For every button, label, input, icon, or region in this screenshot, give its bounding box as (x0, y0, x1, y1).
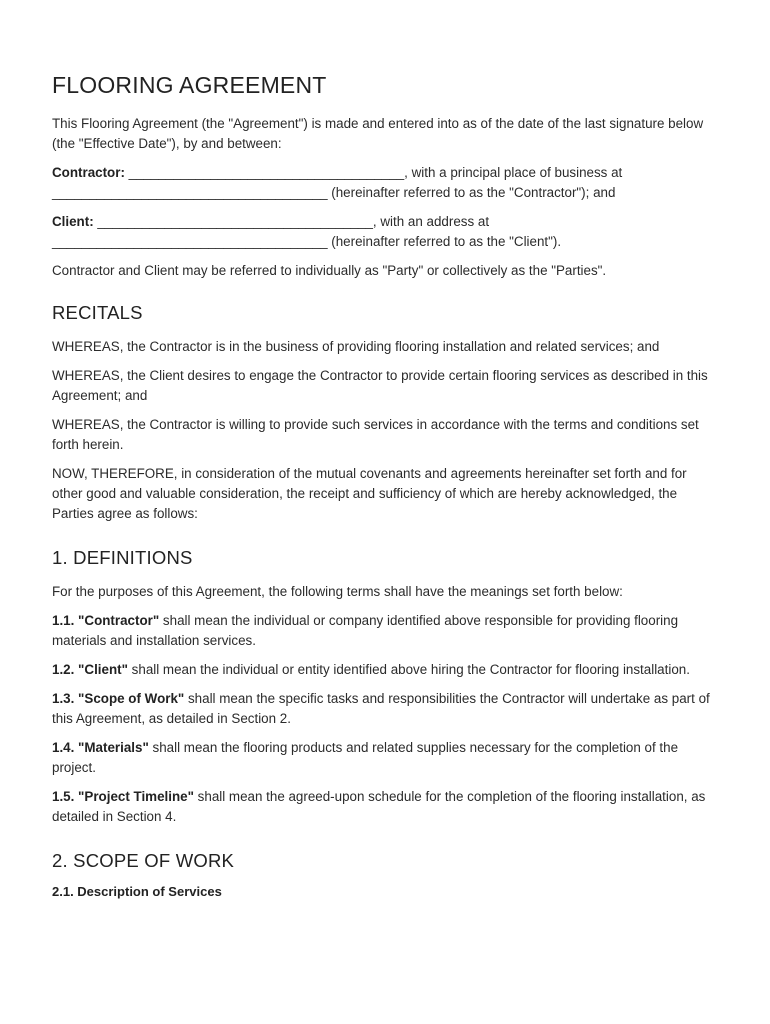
contractor-paragraph (52, 163, 720, 203)
definition-item (52, 738, 720, 778)
definition-item (52, 611, 720, 651)
definition-item (52, 660, 720, 680)
definition-term: 1.4. "Materials" (52, 740, 149, 755)
recital-item: WHEREAS, the Client desires to engage the Contractor to provide certain flooring services as described in this Agreement; and (52, 368, 708, 403)
client-label: Client: (52, 214, 94, 229)
recitals-heading: RECITALS (52, 302, 143, 323)
recital-item: WHEREAS, the Contractor is willing to provide such services in accordance with the terms and conditions set forth herein. (52, 417, 699, 452)
definition-text: shall mean the agreed-upon schedule for the completion of the flooring installation, as detailed in Section 4. (52, 789, 706, 824)
client-paragraph (52, 212, 720, 252)
scope-subheading: 2.1. Description of Services (52, 884, 222, 899)
intro-paragraph: This Flooring Agreement (the "Agreement") is made and entered into as of the date of the last signature below (the "Effective Date"), by and between: (52, 116, 704, 151)
definition-term: 1.1. "Contractor" (52, 613, 160, 628)
definition-text: shall mean the individual or company identified above responsible for providing flooring materials and installation services. (52, 613, 679, 648)
recital-item: WHEREAS, the Contractor is in the business of providing flooring installation and related services; and (52, 339, 660, 354)
definition-item (52, 787, 720, 827)
document-title: FLOORING AGREEMENT (52, 72, 327, 98)
parties-paragraph: Contractor and Client may be referred to individually as "Party" or collectively as the "Parties". (52, 263, 607, 278)
scope-heading: 2. SCOPE OF WORK (52, 850, 235, 871)
contractor-label: Contractor: (52, 165, 125, 180)
definition-text: shall mean the specific tasks and responsibilities the Contractor will undertake as part of this Agreement, as detailed in Section 2. (52, 691, 710, 726)
recital-item: NOW, THEREFORE, in consideration of the mutual covenants and agreements hereinafter set forth and for other good and valuable consideration, the receipt and sufficiency of which are hereby acknowledged, the Parties agree as follows: (52, 466, 687, 521)
definition-text: shall mean the individual or entity identified above hiring the Contractor for flooring installation. (127, 662, 690, 677)
definition-term: 1.2. "Client" (52, 662, 128, 677)
definitions-intro: For the purposes of this Agreement, the following terms shall have the meanings set forth below: (52, 584, 623, 599)
client-text: _____________________________________, with an address at _____________________________________ (hereinafter referred to as the "Client"). (52, 214, 562, 249)
definition-term: 1.3. "Scope of Work" (52, 691, 185, 706)
definitions-heading: 1. DEFINITIONS (52, 547, 193, 568)
definition-text: shall mean the flooring products and related supplies necessary for the completion of the project. (52, 740, 679, 775)
contractor-text: _____________________________________, with a principal place of business at _____________________________________ (hereinafter referred to as the "Contractor"); and (52, 165, 623, 200)
definition-item (52, 689, 720, 729)
definition-term: 1.5. "Project Timeline" (52, 789, 194, 804)
document-page (52, 72, 720, 899)
